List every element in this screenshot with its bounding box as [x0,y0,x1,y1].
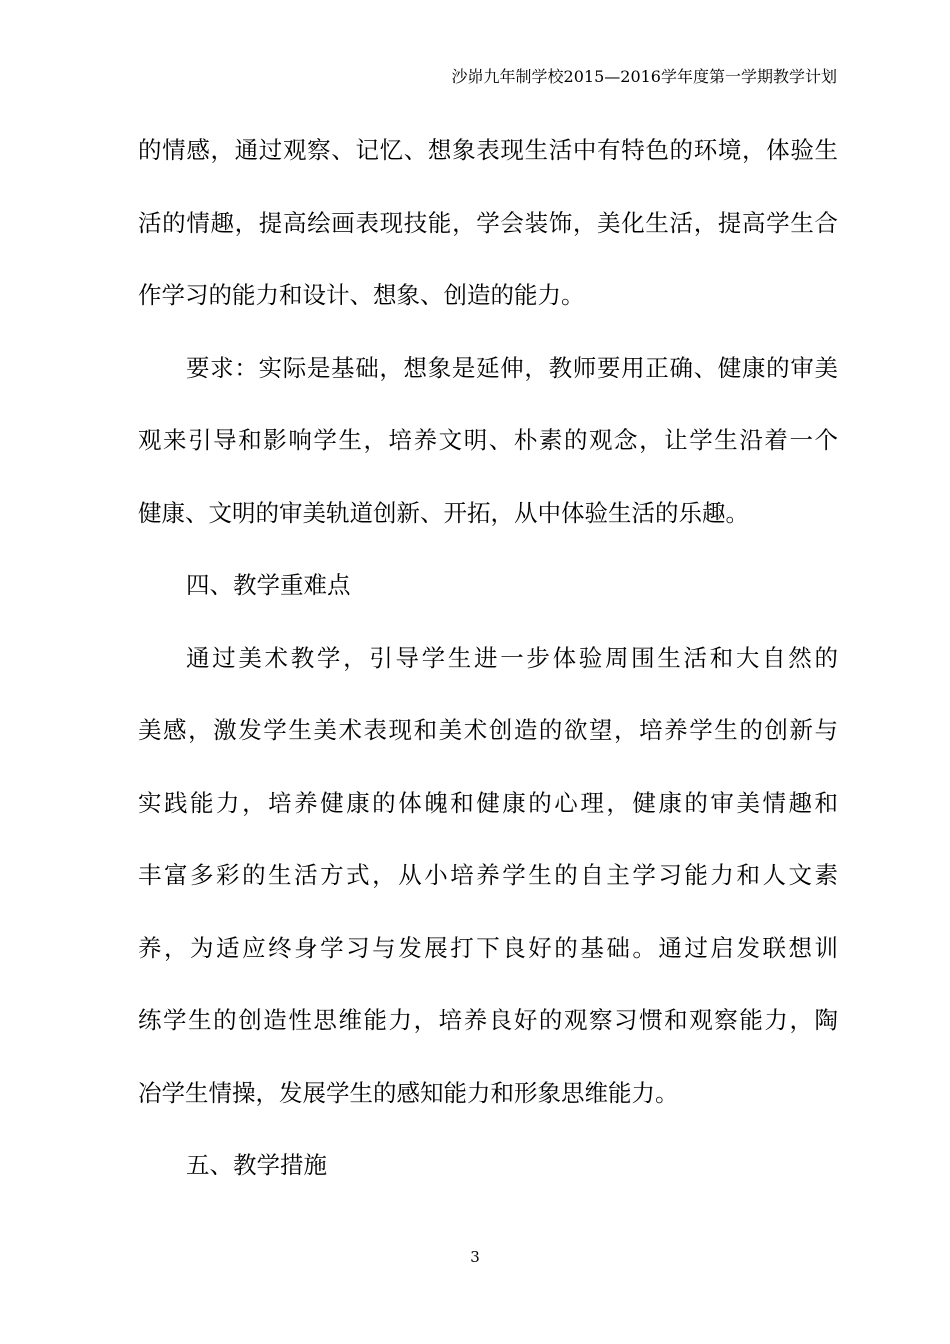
text-line: 观来引导和影响学生，培养文明、朴素的观念，让学生沿着一个 [138,426,838,454]
text-line: 练学生的创造性思维能力，培养良好的观察习惯和观察能力，陶 [138,1006,838,1034]
text-line: 养，为适应终身学习与发展打下良好的基础。通过启发联想训 [138,933,838,962]
body-text [138,126,838,1214]
text-line: 丰富多彩的生活方式，从小培养学生的自主学习能力和人文素 [138,861,838,889]
text-line: 的情感，通过观察、记忆、想象表现生活中有特色的环境，体验生 [138,136,838,164]
section-heading: 四、教学重难点 [186,571,351,599]
text-line: 通过美术教学，引导学生进一步体验周围生活和大自然的 [186,643,838,672]
text-line: 要求：实际是基础，想象是延伸，教师要用正确、健康的审美 [186,353,838,382]
page-number: 3 [470,1248,480,1266]
text-line: 美感，激发学生美术表现和美术创造的欲望，培养学生的创新与 [138,716,838,744]
text-line: 冶学生情操，发展学生的感知能力和形象思维能力。 [138,1078,679,1107]
text-line: 作学习的能力和设计、想象、创造的能力。 [138,281,585,309]
section-heading: 五、教学措施 [186,1151,327,1179]
page-header: 沙峁九年制学校2015—2016学年度第一学期教学计划 [451,67,837,86]
text-line: 健康、文明的审美轨道创新、开拓，从中体验生活的乐趣。 [138,498,749,527]
text-line: 实践能力，培养健康的体魄和健康的心理，健康的审美情趣和 [138,788,838,817]
text-line: 活的情趣，提高绘画表现技能，学会装饰，美化生活，提高学生合 [138,208,838,237]
